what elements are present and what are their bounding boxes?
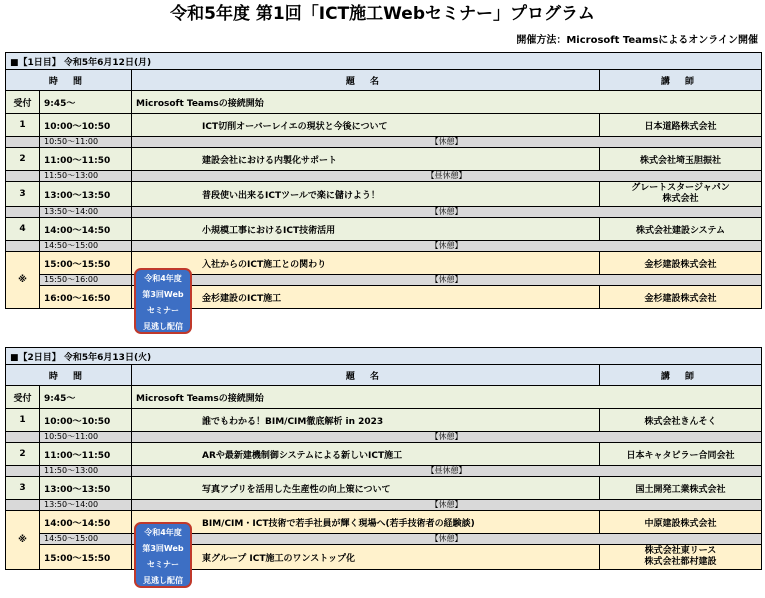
day2-special-sessions-1-time: 15:00～15:50 xyxy=(40,545,132,570)
badge-line4: 見逃し配信 xyxy=(143,322,183,331)
day2-breaks-0-label: 【休憩】 xyxy=(132,432,762,443)
day2-breaks-2-time: 13:50～14:00 xyxy=(40,500,132,511)
header-title: 題 名 xyxy=(132,70,600,91)
special-session-row xyxy=(6,252,762,275)
day2-sessions-0-title: 誰でもわかる！BIM/CIM徹底解析 in 2023 xyxy=(132,409,600,432)
day2-sessions-0-speaker: 株式会社きんそく xyxy=(600,409,762,432)
break-row xyxy=(6,171,762,182)
day2-sessions-1-speaker: 日本キャタピラー合同会社 xyxy=(600,443,762,466)
day2-table xyxy=(5,347,762,570)
break-row xyxy=(6,500,762,511)
day1-sessions-3-speaker: 株式会社建設システム xyxy=(600,218,762,241)
session-row xyxy=(6,409,762,432)
day1-breaks-0-time: 10:50～11:00 xyxy=(40,137,132,148)
day2-reception-no: 受付 xyxy=(6,386,40,409)
day1-sessions-2-title: 普段使い出来るICTツールで楽に儲けよう！ xyxy=(132,182,600,207)
day1-special-sessions-1-title: 金杉建設のICT施工 xyxy=(132,286,600,309)
day2-breaks-3-time: 14:50～15:00 xyxy=(40,534,132,545)
session-row xyxy=(6,182,762,207)
day2-sessions-1-no: 2 xyxy=(6,443,40,466)
day2-breaks-0-time: 10:50～11:00 xyxy=(40,432,132,443)
break-row xyxy=(6,207,762,218)
badge-line1: 令和4年度 xyxy=(144,528,182,537)
page-title: 令和5年度 第1回「ICT施工Webセミナー」プログラム xyxy=(170,4,595,24)
badge-line3: セミナー xyxy=(147,306,179,315)
session-row xyxy=(6,114,762,137)
day1-breaks-1-label: 【昼休憩】 xyxy=(132,171,762,182)
badge-line3: セミナー xyxy=(147,560,179,569)
day2-reception-time: 9:45～ xyxy=(40,386,132,409)
day1-sessions-0-speaker: 日本道路株式会社 xyxy=(600,114,762,137)
day2-special-sessions-1-title: 東グループ ICT施工のワンストップ化 xyxy=(132,545,600,570)
day2-sessions-1-title: ARや最新建機制御システムによる新しいICT施工 xyxy=(132,443,600,466)
day1-sessions-0-no: 1 xyxy=(6,114,40,137)
day1-sessions-1-speaker: 株式会社埼玉胆振社 xyxy=(600,148,762,171)
day1-sessions-1-title: 建設会社における内製化サポート xyxy=(132,148,600,171)
session-row xyxy=(6,443,762,466)
day1-title: ■【1日目】 令和5年6月12日(月) xyxy=(6,53,762,70)
day1-special-sessions-1-speaker: 金杉建設株式会社 xyxy=(600,286,762,309)
day1-table xyxy=(5,52,762,309)
day2-sessions-0-time: 10:00～10:50 xyxy=(40,409,132,432)
day2-sessions-2-title: 写真アプリを活用した生産性の向上策について xyxy=(132,477,600,500)
break-row xyxy=(6,534,762,545)
day2-sessions-2-no: 3 xyxy=(6,477,40,500)
day2-sessions-0-no: 1 xyxy=(6,409,40,432)
special-session-row xyxy=(6,511,762,534)
special-session-row xyxy=(6,286,762,309)
special-session-row xyxy=(6,545,762,570)
day1-special-sessions-0-time: 15:00～15:50 xyxy=(40,252,132,275)
event-method: 開催方法：Microsoft Teamsによるオンライン開催 xyxy=(516,35,758,46)
day1-reception-no: 受付 xyxy=(6,91,40,114)
day2-special-sessions-0-time: 14:00～14:50 xyxy=(40,511,132,534)
badge-line1: 令和4年度 xyxy=(144,274,182,283)
session-row xyxy=(6,148,762,171)
day1-breaks-3-label: 【休憩】 xyxy=(132,241,762,252)
header-title: 題 名 xyxy=(132,365,600,386)
archive-badge[interactable] xyxy=(134,268,192,334)
day1-breaks-1-time: 11:50～13:00 xyxy=(40,171,132,182)
day2-special-no: ※ xyxy=(6,511,40,570)
archive-badge[interactable] xyxy=(134,522,192,588)
day1-special-sessions-0-speaker: 金杉建設株式会社 xyxy=(600,252,762,275)
day1-special-sessions-0-title: 入社からのICT施工との関わり xyxy=(132,252,600,275)
day1-reception-time: 9:45～ xyxy=(40,91,132,114)
day1-sessions-3-no: 4 xyxy=(6,218,40,241)
day1-breaks-2-time: 13:50～14:00 xyxy=(40,207,132,218)
day2-sessions-2-time: 13:00～13:50 xyxy=(40,477,132,500)
day2-special-sessions-0-title: BIM/CIM・ICT技術で若手社員が輝く現場へ(若手技術者の経験談) xyxy=(132,511,600,534)
day1-breaks-4-label: 【休憩】 xyxy=(132,275,762,286)
break-row xyxy=(6,137,762,148)
day2-sessions-1-time: 11:00～11:50 xyxy=(40,443,132,466)
day1-breaks-3-time: 14:50～15:00 xyxy=(40,241,132,252)
day1-breaks-2-label: 【休憩】 xyxy=(132,207,762,218)
badge-line2: 第3回Web xyxy=(142,544,184,553)
day2-special-sessions-1-speaker: 株式会社東リース 株式会社都村建設 xyxy=(600,545,762,570)
header-time: 時 間 xyxy=(6,365,132,386)
day1-special-no: ※ xyxy=(6,252,40,309)
day2-breaks-1-time: 11:50～13:00 xyxy=(40,466,132,477)
day1-sessions-0-title: ICT切削オーバーレイエの現状と今後について xyxy=(132,114,600,137)
day2-breaks-3-label: 【休憩】 xyxy=(132,534,762,545)
header-time: 時 間 xyxy=(6,70,132,91)
badge-line4: 見逃し配信 xyxy=(143,576,183,585)
day1-breaks-0-label: 【休憩】 xyxy=(132,137,762,148)
day1-reception-title: Microsoft Teamsの接続開始 xyxy=(132,91,762,114)
break-row xyxy=(6,275,762,286)
day1-sessions-1-no: 2 xyxy=(6,148,40,171)
day1-sessions-0-time: 10:00～10:50 xyxy=(40,114,132,137)
day2-reception-title: Microsoft Teamsの接続開始 xyxy=(132,386,762,409)
badge-line2: 第3回Web xyxy=(142,290,184,299)
session-row xyxy=(6,477,762,500)
day2-special-sessions-0-speaker: 中原建設株式会社 xyxy=(600,511,762,534)
day1-breaks-4-time: 15:50～16:00 xyxy=(40,275,132,286)
day1-sessions-2-no: 3 xyxy=(6,182,40,207)
day1-sessions-1-time: 11:00～11:50 xyxy=(40,148,132,171)
day1-sessions-2-time: 13:00～13:50 xyxy=(40,182,132,207)
day2-sessions-2-speaker: 国土開発工業株式会社 xyxy=(600,477,762,500)
day1-sessions-2-speaker: グレートスタージャパン 株式会社 xyxy=(600,182,762,207)
day2-breaks-1-label: 【昼休憩】 xyxy=(132,466,762,477)
break-row xyxy=(6,241,762,252)
reception-row xyxy=(6,91,762,114)
day1-sessions-3-title: 小規模工事におけるICT技術活用 xyxy=(132,218,600,241)
session-row xyxy=(6,218,762,241)
reception-row xyxy=(6,386,762,409)
day1-special-sessions-1-time: 16:00～16:50 xyxy=(40,286,132,309)
day2-breaks-2-label: 【休憩】 xyxy=(132,500,762,511)
break-row xyxy=(6,466,762,477)
break-row xyxy=(6,432,762,443)
header-speaker: 講 師 xyxy=(600,70,762,91)
day1-sessions-3-time: 14:00～14:50 xyxy=(40,218,132,241)
header-speaker: 講 師 xyxy=(600,365,762,386)
day2-title: ■【2日目】 令和5年6月13日(火) xyxy=(6,348,762,365)
